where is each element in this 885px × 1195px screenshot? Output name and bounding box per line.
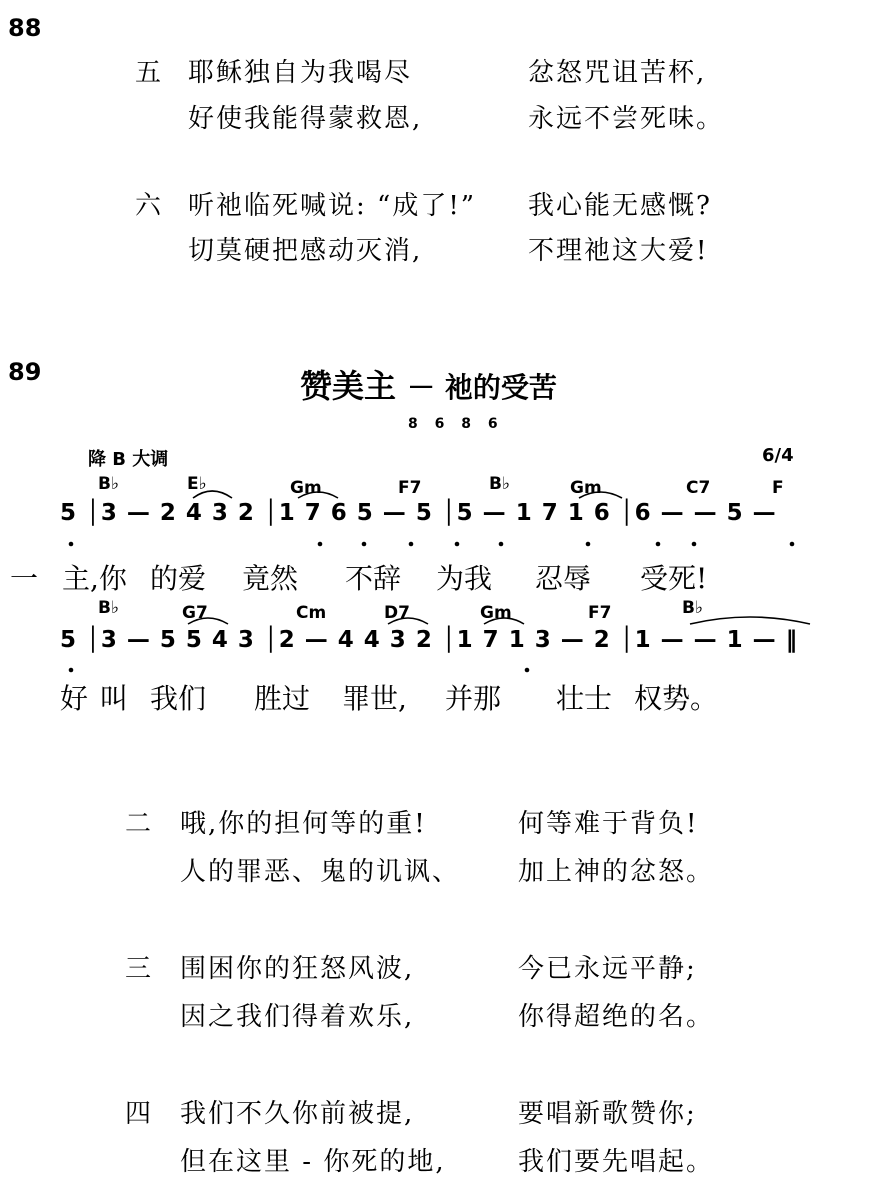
chord-symbol: Gm bbox=[480, 603, 512, 623]
chord-symbol: B♭ bbox=[682, 598, 703, 618]
verse-line-second-half: 何等难于背负! bbox=[518, 809, 699, 839]
verse-number: 四 bbox=[125, 1099, 154, 1129]
lower-octave-dot bbox=[790, 542, 795, 547]
verse-line-first-half: 切莫硬把感动灭消, bbox=[188, 236, 423, 266]
chord-symbol: B♭ bbox=[489, 474, 510, 494]
verse-line-first-half: 哦,你的担何等的重! bbox=[180, 809, 427, 839]
slur-mark bbox=[188, 618, 228, 624]
lower-octave-dot bbox=[455, 542, 460, 547]
numbered-notation-line: 5 │3 — 2 4 3 2 │1 7 6 5 — 5 │5 — 1 7 1 6 │6 — — 5 — bbox=[60, 500, 777, 526]
lower-octave-dot bbox=[69, 668, 74, 673]
page-hymn-number-88: 88 bbox=[8, 14, 42, 42]
hymn-title-main: 赞美主 bbox=[300, 367, 397, 405]
chord-symbol: Gm bbox=[290, 478, 322, 498]
lower-octave-dot bbox=[69, 542, 74, 547]
verse-line-second-half: 我心能无感慨? bbox=[528, 191, 712, 221]
lyric-syllable: 一 bbox=[10, 562, 39, 595]
verse-line-first-half: 我们不久你前被提, bbox=[180, 1099, 415, 1129]
chord-symbol: Cm bbox=[296, 603, 327, 623]
verse-number: 三 bbox=[125, 954, 154, 984]
chord-symbol: D7 bbox=[384, 603, 410, 623]
lower-octave-dot bbox=[499, 542, 504, 547]
verse-line-second-half: 永远不尝死味。 bbox=[528, 104, 725, 134]
chord-symbol: C7 bbox=[686, 478, 711, 498]
lyric-syllable: 罪世, bbox=[342, 682, 407, 715]
chord-symbol: G7 bbox=[182, 603, 208, 623]
verse-line-second-half: 要唱新歌赞你; bbox=[518, 1099, 697, 1129]
slur-mark bbox=[579, 492, 622, 498]
verse-line-first-half: 听祂临死喊说: “成了!” bbox=[188, 191, 477, 221]
hymn-subtitle: － 祂的受苦 bbox=[407, 371, 557, 404]
lyric-syllable: 忍辱 bbox=[535, 562, 592, 595]
lower-octave-dot bbox=[525, 668, 530, 673]
verse-line-second-half: 忿怒咒诅苦杯, bbox=[528, 58, 707, 88]
lyric-syllable: 权势。 bbox=[634, 682, 719, 715]
numbered-notation-line: 5 │3 — 5 5 4 3 │2 — 4 4 3 2 │1 7 1 3 — 2 │1 — — 1 — ‖ bbox=[60, 627, 799, 653]
verse-line-first-half: 耶稣独自为我喝尽 bbox=[188, 58, 413, 88]
chord-symbol: Gm bbox=[570, 478, 602, 498]
chord-symbol: F7 bbox=[398, 478, 422, 498]
verse-line-second-half: 你得超绝的名。 bbox=[518, 1002, 715, 1032]
lower-octave-dot bbox=[409, 542, 414, 547]
lower-octave-dot bbox=[586, 542, 591, 547]
verse-line-first-half: 因之我们得着欢乐, bbox=[180, 1002, 415, 1032]
verse-number: 五 bbox=[135, 58, 164, 88]
hymn-meter: 8 6 8 6 bbox=[408, 416, 504, 432]
verse-line-first-half: 但在这里 - 你死的地, bbox=[180, 1147, 446, 1177]
lower-octave-dot bbox=[318, 542, 323, 547]
key-signature: 降 B 大调 bbox=[88, 449, 169, 470]
lower-octave-dot bbox=[656, 542, 661, 547]
verse-number: 二 bbox=[125, 809, 154, 839]
time-signature: 6/4 bbox=[762, 445, 794, 466]
lyric-syllable: 主,你 bbox=[62, 562, 127, 595]
lyric-syllable: 叫 bbox=[100, 682, 129, 715]
lyric-syllable: 受死! bbox=[640, 562, 708, 595]
verse-number: 六 bbox=[135, 191, 164, 221]
verse-line-second-half: 加上神的忿怒。 bbox=[518, 857, 715, 887]
verse-line-first-half: 好使我能得蒙救恩, bbox=[188, 104, 423, 134]
verse-line-first-half: 围困你的狂怒风波, bbox=[180, 954, 415, 984]
lyric-syllable: 竟然 bbox=[242, 562, 299, 595]
tie-mark bbox=[690, 617, 810, 624]
chord-symbol: E♭ bbox=[187, 474, 207, 494]
page-hymn-number-89: 89 bbox=[8, 358, 42, 386]
lyric-syllable: 我们 bbox=[150, 682, 207, 715]
slur-mark bbox=[298, 492, 338, 498]
lyric-syllable: 不辞 bbox=[345, 562, 402, 595]
chord-symbol: F7 bbox=[588, 603, 612, 623]
lower-octave-dot bbox=[362, 542, 367, 547]
lyric-syllable: 壮士 bbox=[556, 682, 613, 715]
slur-mark bbox=[388, 618, 428, 624]
chord-symbol: F bbox=[772, 478, 784, 498]
lower-octave-dot bbox=[692, 542, 697, 547]
lyric-syllable: 并那 bbox=[445, 682, 502, 715]
verse-line-second-half: 不理祂这大爱! bbox=[528, 236, 709, 266]
lyric-syllable: 为我 bbox=[436, 562, 493, 595]
verse-line-first-half: 人的罪恶、鬼的讥讽、 bbox=[180, 857, 461, 887]
verse-line-second-half: 我们要先唱起。 bbox=[518, 1147, 715, 1177]
verse-line-second-half: 今已永远平静; bbox=[518, 954, 697, 984]
slur-mark bbox=[484, 618, 524, 624]
lyric-syllable: 好 bbox=[60, 682, 89, 715]
chord-symbol: B♭ bbox=[98, 474, 119, 494]
lyric-syllable: 的爱 bbox=[150, 562, 207, 595]
slur-mark bbox=[193, 491, 232, 498]
chord-symbol: B♭ bbox=[98, 598, 119, 618]
lyric-syllable: 胜过 bbox=[254, 682, 311, 715]
